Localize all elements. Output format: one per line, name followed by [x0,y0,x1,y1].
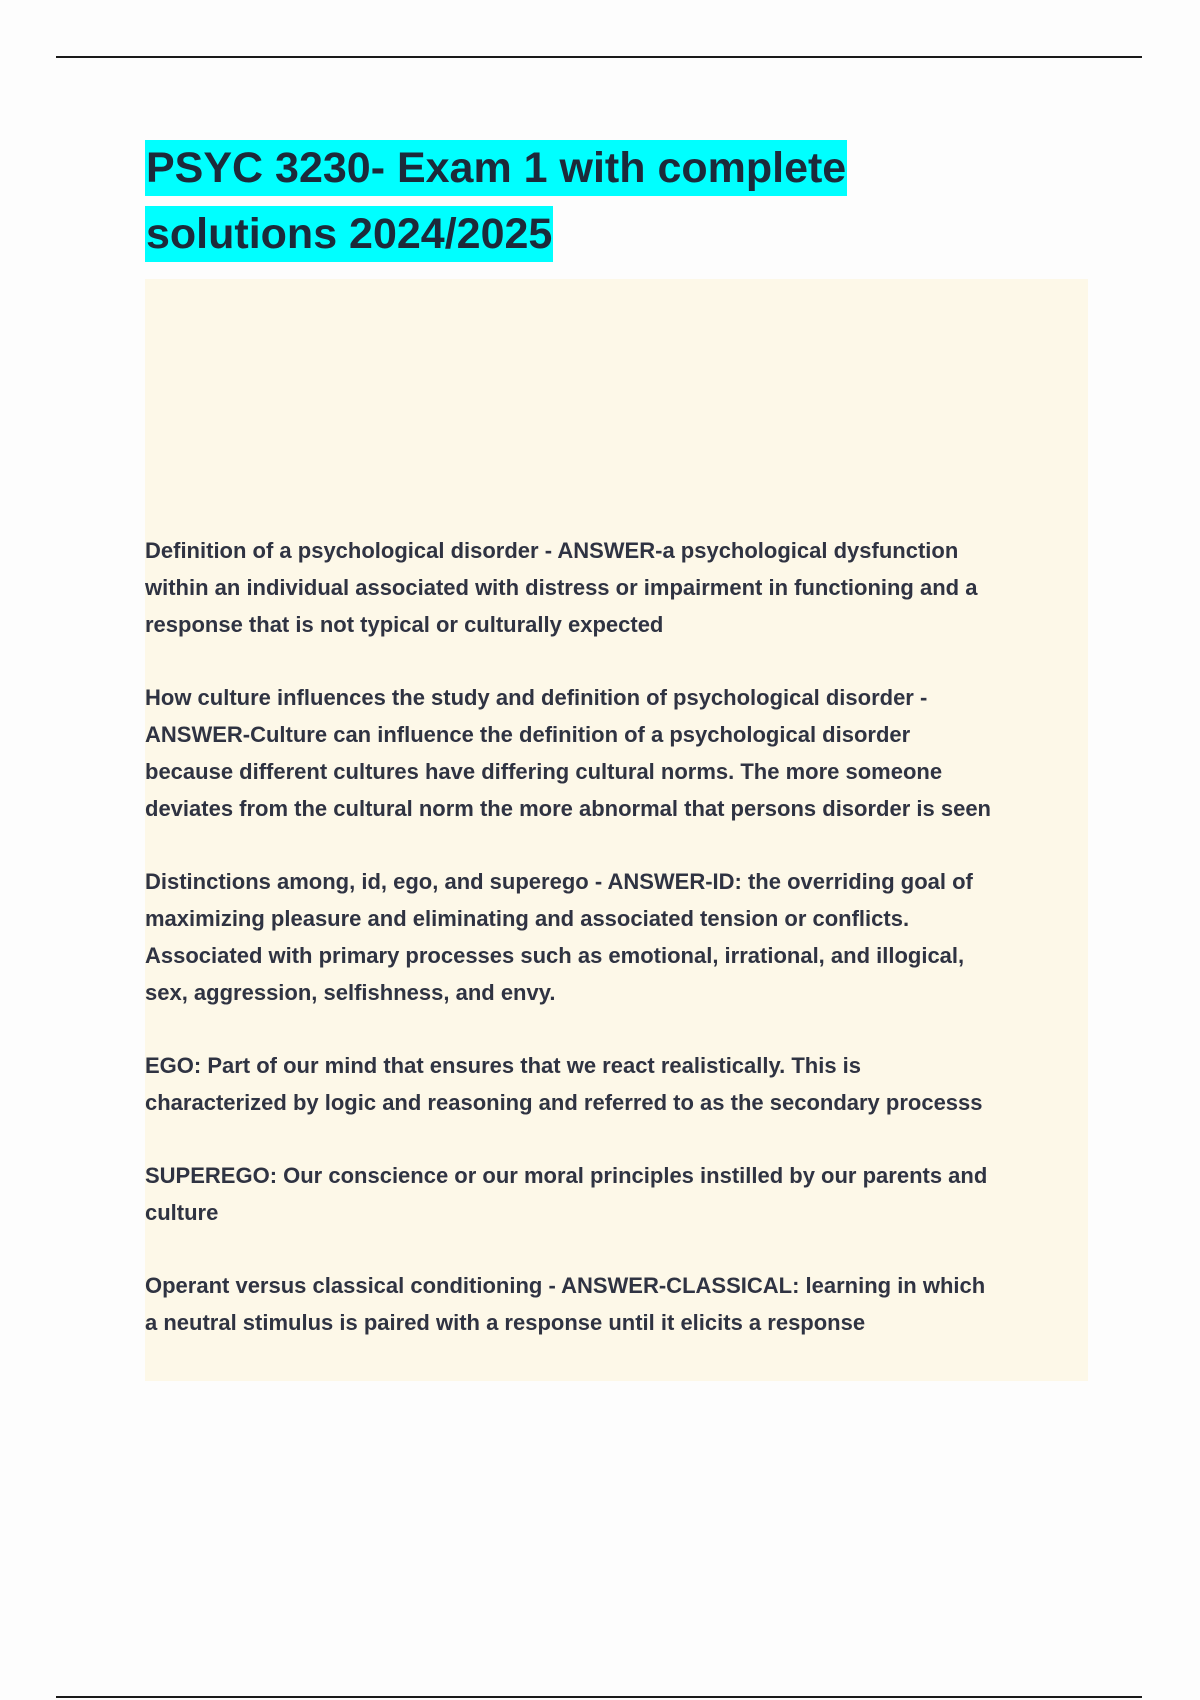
header-rule [56,56,1142,58]
qa-conditioning: Operant versus classical conditioning - ANSWER-CLASSICAL: learning in which a neutral stimulus is paired with a response until it elicits a response [145,1273,986,1335]
title-line-2: solutions 2024/2025 [145,206,553,262]
answer-panel [145,279,1088,1381]
footer-rule [56,1696,1142,1698]
qa-ego: EGO: Part of our mind that ensures that we react realistically. This is characterized by logic and reasoning and referred to as the secondary processs [145,1053,983,1115]
title-line-1: PSYC 3230- Exam 1 with complete [145,140,847,196]
qa-culture-influence: How culture influences the study and definition of psychological disorder - ANSWER-Culture can influence the definition of a psychological disorder because different cultures have differing cultural norms. The more someone deviates from the cultural norm the more abnormal that persons disorder is seen [145,685,991,821]
document-title [145,140,945,272]
qa-superego: SUPEREGO: Our conscience or our moral principles instilled by our parents and culture [145,1163,988,1225]
qa-psychological-disorder-definition: Definition of a psychological disorder - ANSWER-a psychological dysfunction within an individual associated with distress or impairment in functioning and a response that is not typical or culturally expected [145,538,978,637]
qa-list [145,532,1088,1377]
qa-id-ego-superego: Distinctions among, id, ego, and superego - ANSWER-ID: the overriding goal of maximizing pleasure and eliminating and associated tension or conflicts. Associated with primary processes such as emotional, irrational, and illogical, sex, aggression, selfishness, and envy. [145,869,973,1005]
